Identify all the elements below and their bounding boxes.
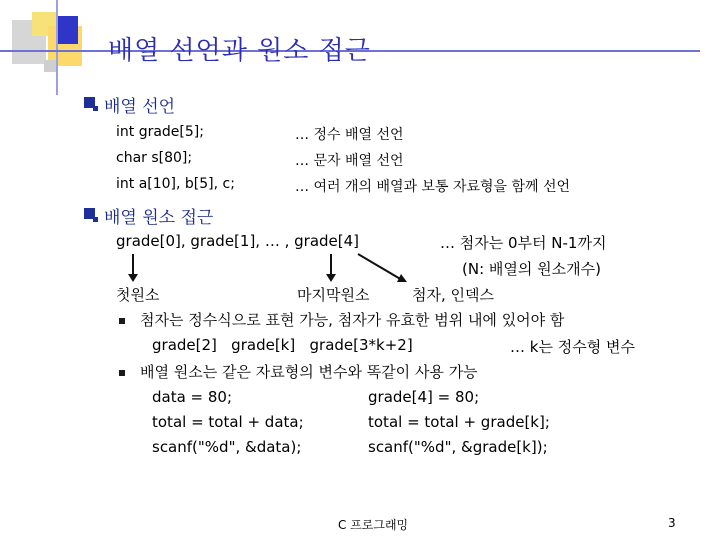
section2-heading: 배열 원소 접근 — [104, 208, 214, 228]
index-examples: grade[2] grade[k] grade[3*k+2] — [152, 336, 413, 354]
access-line: grade[0], grade[1], … , grade[4] — [116, 232, 360, 250]
bullet2-text: 배열 원소는 같은 자료형의 변수와 똑같이 사용 가능 — [140, 363, 478, 381]
decl-code-3: int a[10], b[5], c; — [116, 176, 235, 192]
usage-right-1: grade[4] = 80; — [368, 388, 480, 406]
last-element-label: 마지막원소 — [297, 286, 370, 304]
bullet-icon — [84, 208, 95, 219]
index-examples-note: … k는 정수형 변수 — [510, 338, 635, 356]
usage-left-2: total = total + data; — [152, 413, 304, 431]
decl-code-1: int grade[5]; — [116, 124, 204, 140]
usage-right-3: scanf("%d", &grade[k]); — [368, 438, 548, 456]
decl-desc-3: … 여러 개의 배열과 보통 자료형을 함께 선언 — [295, 179, 571, 195]
first-element-label: 첫원소 — [116, 286, 160, 304]
bullet1-text: 첨자는 정수식으로 표현 가능, 첨자가 유효한 범위 내에 있어야 함 — [140, 311, 565, 329]
element-count-note: (N: 배열의 원소개수) — [462, 260, 601, 278]
usage-left-1: data = 80; — [152, 388, 233, 406]
usage-left-3: scanf("%d", &data); — [152, 438, 302, 456]
square-bullet-icon — [119, 318, 125, 324]
page-number: 3 — [668, 516, 676, 530]
decl-desc-2: … 문자 배열 선언 — [295, 153, 404, 169]
footer-title: C 프로그래밍 — [338, 518, 409, 532]
bullet-icon — [84, 97, 95, 108]
slide-title: 배열 선언과 원소 접근 — [108, 36, 371, 66]
decl-desc-1: … 정수 배열 선언 — [295, 127, 404, 143]
decl-code-2: char s[80]; — [116, 150, 193, 166]
index-label: 첨자, 인덱스 — [412, 286, 494, 304]
section1-heading: 배열 선언 — [104, 97, 176, 117]
index-range-note: … 첨자는 0부터 N-1까지 — [440, 234, 607, 252]
usage-right-2: total = total + grade[k]; — [368, 413, 550, 431]
square-bullet-icon — [119, 370, 125, 376]
